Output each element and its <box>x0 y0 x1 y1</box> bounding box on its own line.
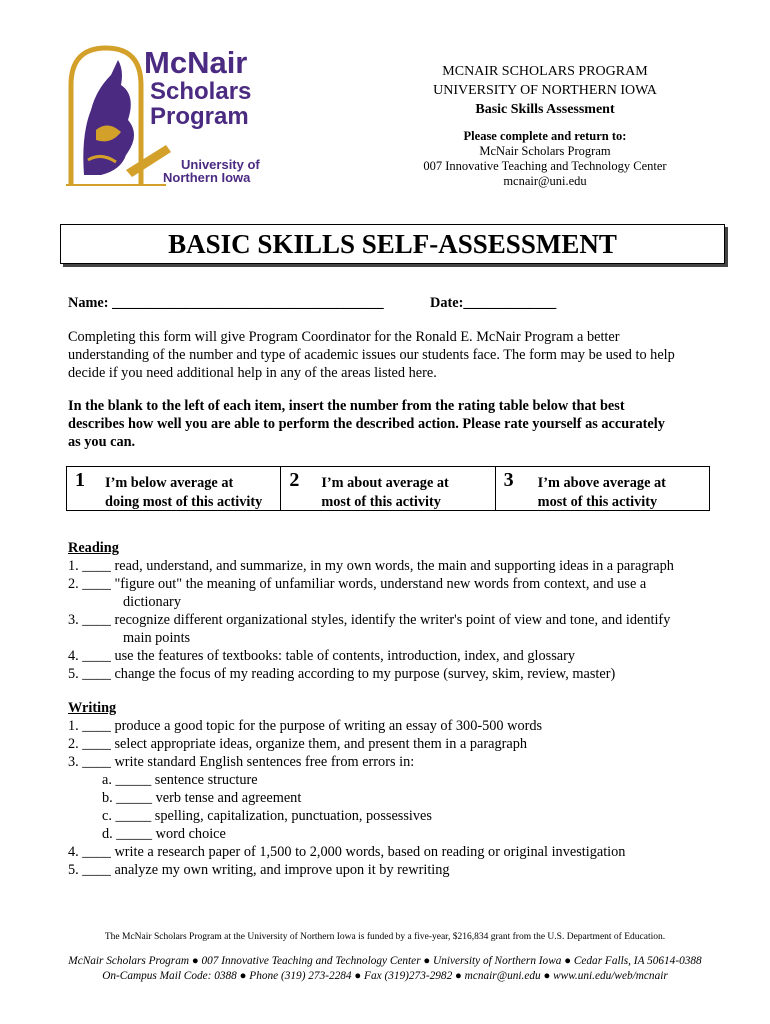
header-return-label: Please complete and return to: <box>463 129 627 143</box>
list-item: 3. ____ recognize different organizational styles, identify the writer's point of view and tone, and identify <box>68 612 671 628</box>
header-address-1: McNair Scholars Program <box>479 144 611 158</box>
logo-scholars-text: Scholars <box>150 78 252 105</box>
list-subitem: d. _____ word choice <box>102 826 226 842</box>
logo-program-text: Program <box>150 103 249 130</box>
program-header <box>390 62 700 189</box>
rating-number: 3 <box>503 469 514 491</box>
footer-line: McNair Scholars Program ● 007 Innovative Teaching and Technology Center ● University of Northern Iowa ● Cedar Falls, IA 50614-0388 <box>68 955 702 967</box>
header-form-name: Basic Skills Assessment <box>475 102 615 117</box>
list-item: 1. ____ produce a good topic for the purpose of writing an essay of 300-500 words <box>68 718 543 734</box>
list-subitem: b. _____ verb tense and agreement <box>102 790 302 806</box>
list-item: dictionary <box>123 594 181 610</box>
intro-line: decide if you need additional help in any of the areas listed here. <box>68 365 437 381</box>
rating-description: I’m above average at most of this activity <box>537 475 666 510</box>
instructions-paragraph <box>68 397 748 451</box>
list-item: 2. ____ "figure out" the meaning of unfamiliar words, understand new words from context, and use a <box>68 576 647 592</box>
intro-line: understanding of the number and type of academic issues our students face. The form may be used to help <box>68 347 675 363</box>
page-title: BASIC SKILLS SELF-ASSESSMENT <box>168 229 617 259</box>
instructions-line: describes how well you are able to perform the described action. Please rate yourself as accurately <box>68 416 665 432</box>
instructions-line: In the blank to the left of each item, insert the number from the rating table below that best <box>68 398 625 414</box>
list-item: 5. ____ change the focus of my reading according to my purpose (survey, skim, review, master) <box>68 666 616 682</box>
header-university: UNIVERSITY OF NORTHERN IOWA <box>433 83 657 98</box>
logo-university-of: University of <box>181 157 260 172</box>
logo-mcnair-text: McNair <box>144 45 248 80</box>
footer-contact <box>0 954 770 984</box>
logo-northern-iowa: Northern Iowa <box>163 170 251 185</box>
title-box <box>60 224 725 264</box>
reading-section <box>68 540 758 683</box>
rating-number: 1 <box>75 469 85 491</box>
rating-cell-2 <box>280 467 494 510</box>
funding-footnote: The McNair Scholars Program at the University of Northern Iowa is funded by a five-year, $216,834 grant from the U.S. Department of Education. <box>104 932 666 942</box>
rating-description: I’m below average at doing most of this activity <box>105 475 263 510</box>
rating-table <box>66 466 710 511</box>
intro-line: Completing this form will give Program Coordinator for the Ronald E. McNair Program a better <box>68 329 620 345</box>
list-item: 3. ____ write standard English sentences free from errors in: <box>68 754 415 770</box>
list-subitem: c. _____ spelling, capitalization, punctuation, possessives <box>102 808 432 824</box>
writing-section <box>68 700 758 879</box>
header-email[interactable]: mcnair@uni.edu <box>503 174 587 188</box>
date-field[interactable]: Date:_____________ <box>430 295 557 311</box>
rating-description: I’m about average at most of this activity <box>321 475 449 510</box>
intro-paragraph <box>68 328 748 382</box>
header-program-name: MCNAIR SCHOLARS PROGRAM <box>442 64 648 79</box>
list-subitem: a. _____ sentence structure <box>102 772 258 788</box>
list-item: 4. ____ write a research paper of 1,500 to 2,000 words, based on reading or original investigation <box>68 844 626 860</box>
instructions-line: as you can. <box>68 434 136 450</box>
list-item: 1. ____ read, understand, and summarize, in my own words, the main and supporting ideas in a paragraph <box>68 558 674 574</box>
writing-heading: Writing <box>68 700 117 716</box>
list-item: 5. ____ analyze my own writing, and improve upon it by rewriting <box>68 862 450 878</box>
footer-line: On-Campus Mail Code: 0388 ● Phone (319) 273-2284 ● Fax (319)273-2982 ● mcnair@uni.edu ● www.uni.edu/web/mcnair <box>102 970 668 982</box>
rating-cell-3 <box>495 467 709 510</box>
rating-cell-1 <box>67 467 280 510</box>
list-item: 4. ____ use the features of textbooks: table of contents, introduction, index, and glossary <box>68 648 576 664</box>
list-item: main points <box>123 630 191 646</box>
list-item: 2. ____ select appropriate ideas, organize them, and present them in a paragraph <box>68 736 528 752</box>
reading-heading: Reading <box>68 540 119 556</box>
header-address-2: 007 Innovative Teaching and Technology Center <box>423 159 667 173</box>
name-field[interactable]: Name: ______________________________________ <box>68 295 384 311</box>
rating-number: 2 <box>289 469 300 491</box>
mcnair-logo <box>66 40 276 190</box>
